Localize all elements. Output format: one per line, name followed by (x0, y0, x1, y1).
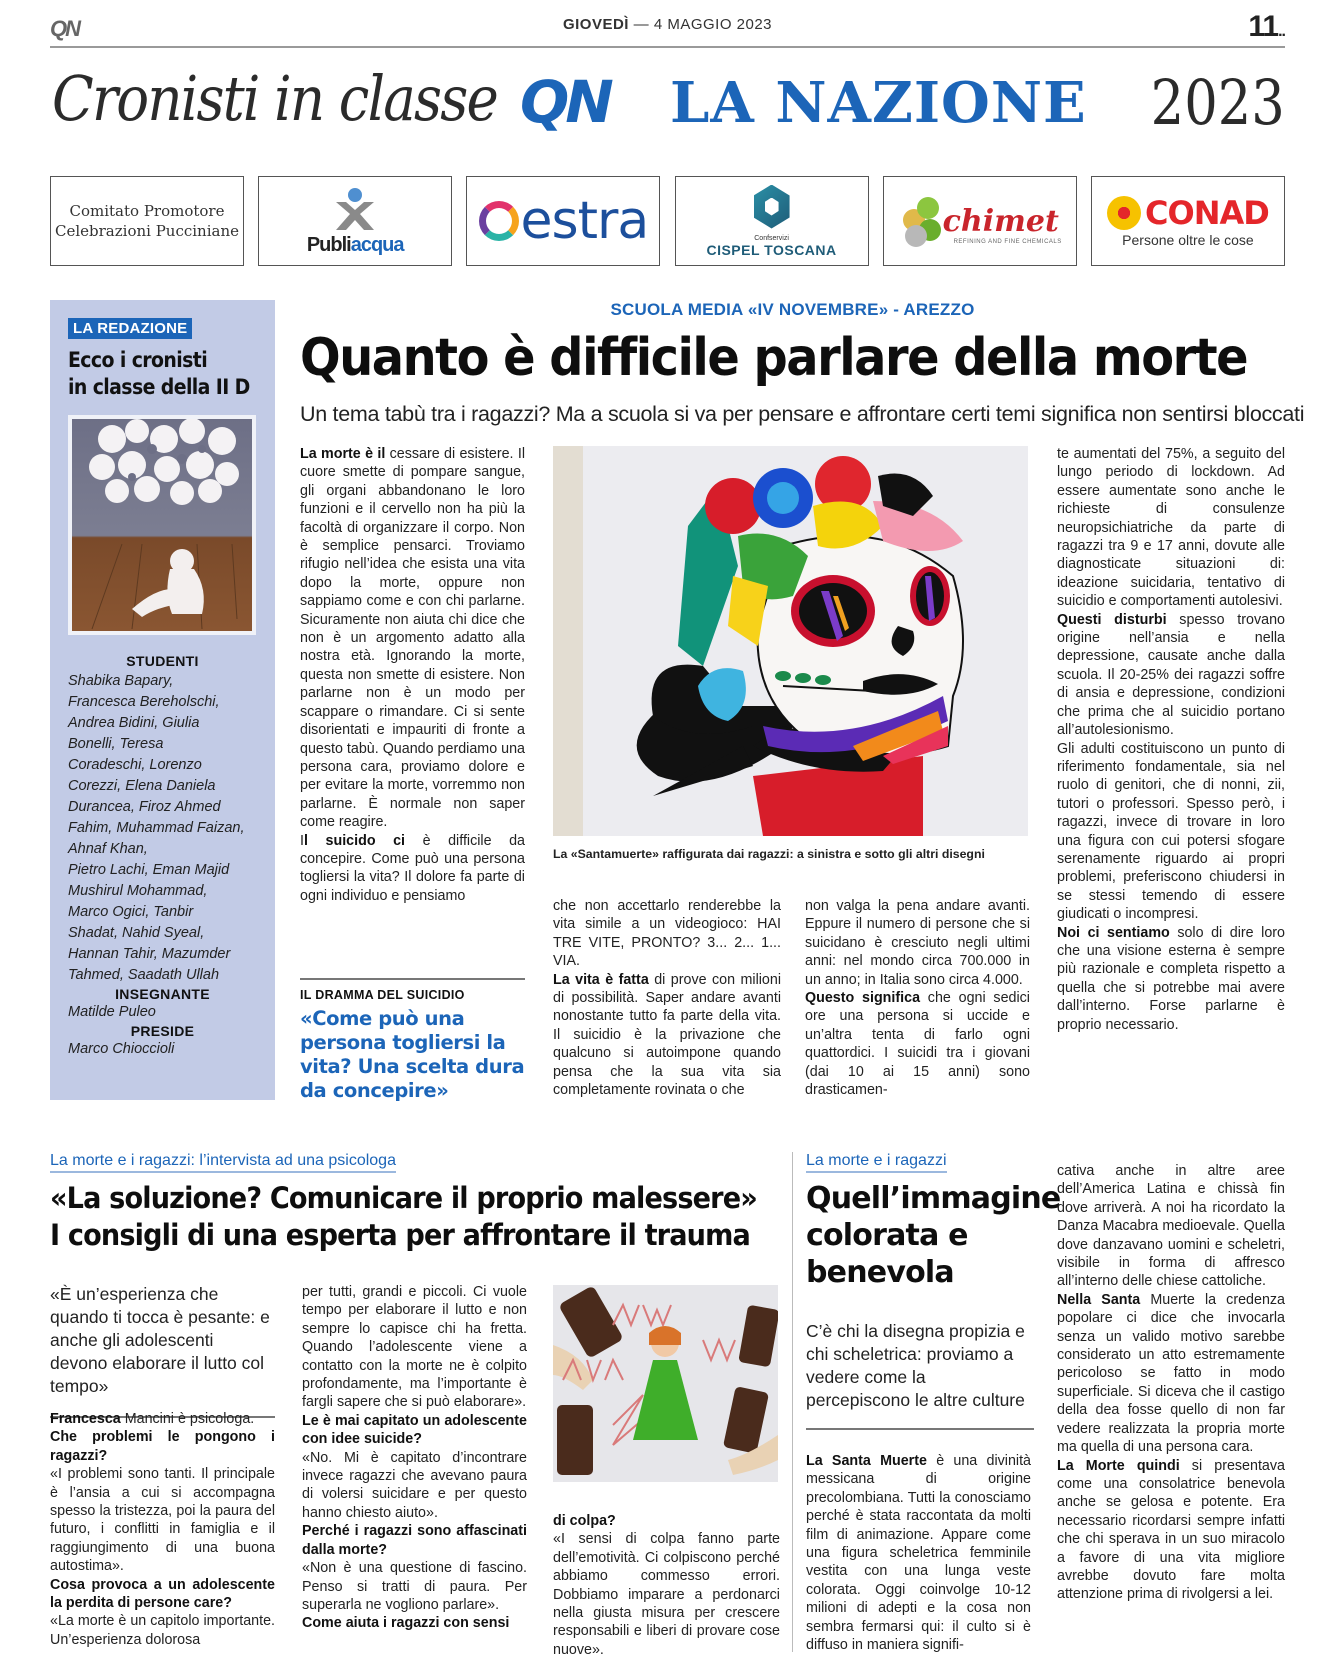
drawing-child-under-cloud (72, 419, 252, 631)
article-column-3b (805, 897, 1030, 1099)
question (50, 1576, 275, 1613)
article-column-1 (300, 445, 525, 905)
page-number-dots: .. (1278, 23, 1285, 40)
paragraph-text: Mancini è psicologa. (120, 1411, 255, 1427)
article-column-4 (1057, 445, 1285, 1034)
paragraph (805, 897, 1030, 989)
question (302, 1522, 527, 1559)
paragraph-text: non valga la pena andare avanti. Eppure il numero di persone che si suicidano è cresciuto negli ultimi anni: nel mondo circa 700.000 in un anno; in Italia sono circa 4.000. (805, 898, 1030, 988)
paragraph-text: si presentava come una consolatrice benevola anche se gelosa e potente. Era necessario ricordarsi sempre infatti che chi sperava in un suo miracolo a favore di una vita migliore avrebbe dovuto fare molta attenzione prima di rivolgersi a lei. (1057, 1457, 1285, 1603)
article-subhead: Un tema tabù tra i ragazzi? Ma a scuola si va per pensare e affrontare certi temi significa non sentirsi bloccati (300, 402, 1305, 426)
interview-column-b (302, 1283, 527, 1633)
article-kicker: SCUOLA MEDIA «IV NOVEMBRE» - AREZZO (610, 300, 975, 319)
paragraph-lead: La Santa Muerte (806, 1453, 927, 1469)
student-line: Tahmed, Saadath Ullah (68, 967, 220, 983)
chimet-wordmark: chimet (942, 203, 1059, 239)
student-line: Hannan Tahir, Mazumder (68, 946, 231, 962)
interview-headline (50, 1180, 757, 1254)
publiacqua-logo-icon (332, 186, 378, 234)
paragraph-lead-prefix: I (300, 832, 304, 849)
paragraph (1057, 1457, 1285, 1604)
sponsor-comitato-puccini (50, 176, 244, 266)
student-line: Pietro Lachi, Eman Majid (68, 862, 230, 878)
article-column-3a (553, 897, 781, 1099)
interview-headline-line1: «La soluzione? Comunicare il proprio malessere» (50, 1181, 757, 1215)
interview-column-c (553, 1512, 780, 1657)
cispel-small-text: Confservizi (754, 234, 789, 242)
masthead-year: 2023 (1150, 66, 1285, 139)
student-line: Mushirul Mohammad, (68, 883, 208, 899)
publiacqua-part1: Publi (306, 233, 351, 256)
day-label: GIOVEDÌ (562, 16, 629, 33)
estra-wordmark (479, 191, 649, 251)
paragraph-text: che non accettarlo renderebbe la vita simile a un videogioco: HAI TRE VITE, PRONTO? 3... 2... 1... VIA. (553, 898, 781, 970)
answer (302, 1283, 527, 1412)
conad-tagline: Persone oltre le cose (1122, 232, 1254, 248)
question-text: Che problemi le pongono i ragazzi? (50, 1429, 275, 1464)
student-line: Fahim, Muhammad Faizan, (68, 820, 245, 836)
answer (50, 1612, 275, 1649)
answer (302, 1559, 527, 1614)
estra-text: estra (520, 191, 649, 251)
paragraph-lead: Francesca (50, 1411, 121, 1427)
redazione-title-line1: Ecco i cronisti (68, 348, 208, 372)
student-line: Ahnaf Khan, (68, 841, 148, 857)
student-line: Coradeschi, Lorenzo (68, 757, 202, 773)
paragraph-text: solo di dire loro che una visione esterna è sempre più razionale e completa rispetto a quella che si potrebbe mai avere dall’interno. Forse parlarne è proprio necessario. (1057, 924, 1285, 1033)
sidebar-drawing (68, 415, 256, 635)
sponsor-conad (1091, 176, 1285, 266)
answer-text: «La morte è un capitolo importante. Un’esperienza dolorosa (50, 1613, 275, 1648)
sponsor-comitato-line2: Celebrazioni Pucciniane (55, 222, 239, 240)
sponsor-strip (50, 176, 1285, 266)
interview-headline-line2: I consigli di una esperta per affrontare il trauma (50, 1218, 751, 1252)
interview-column-a (50, 1410, 275, 1649)
answer (302, 1449, 527, 1523)
studenti-heading: STUDENTI (126, 653, 199, 669)
chimet-tagline: REFINING AND FINE CHEMICALS (953, 239, 1062, 245)
redazione-title (68, 347, 257, 401)
santa-muerte-headline: Quell’immagine colorata e benevola (806, 1181, 1061, 1290)
santa-muerte-column-d (806, 1452, 1031, 1654)
paragraph-lead: La morte è il (300, 446, 386, 462)
publiacqua-part2: acqua (350, 233, 404, 256)
student-line: Shabika Bapary, (68, 673, 174, 689)
paragraph (300, 445, 525, 832)
paragraph-lead: l suicido ci (303, 832, 406, 849)
question (302, 1412, 527, 1449)
conad-logo (1107, 194, 1269, 232)
answer (553, 1530, 780, 1657)
santamuerte-illustration (553, 446, 1028, 836)
paragraph (553, 971, 781, 1100)
paragraph-lead: La Morte quindi (1057, 1457, 1180, 1474)
paragraph-text: che ogni sedici ore una persona si uccide e un’altra tenta di farlo ogni quattordici. I suicidi tra i giovani (dai 10 ai 15 anni) sono drasticamen- (805, 990, 1030, 1099)
student-line: Durancea, Firoz Ahmed (68, 799, 221, 815)
paragraph-text: è difficile da concepire. Come può una persona togliersi la vita? Il dolore fa parte di ogni individuo e pensiamo (300, 832, 526, 904)
redazione-tag: LA REDAZIONE (68, 318, 192, 339)
interview-pull-quote: «È un’esperienza che quando ti tocca è pesante: e anche gli adolescenti devono elaborare il lutto col tempo» (50, 1283, 275, 1418)
column-divider (792, 1152, 793, 1652)
student-line: Shadat, Nahid Syeal, (68, 925, 205, 941)
cispel-wordmark: CISPEL TOSCANA (706, 241, 837, 258)
chimet-leaf-icon (901, 195, 943, 247)
qn-brand-logo: QN (520, 68, 610, 136)
masthead (50, 62, 1285, 142)
student-line: Francesca Bereholschi, (68, 694, 220, 710)
question-text: Cosa provoca a un adolescente la perdita di persone care? (50, 1576, 275, 1612)
news-pressure-drawing (553, 1285, 778, 1482)
student-line: Marco Ogici, Tanbir (68, 904, 194, 920)
student-line: Andrea Bidini, Giulia (68, 715, 200, 731)
dateline (50, 16, 1285, 33)
paragraph (806, 1452, 1031, 1654)
paragraph (1057, 1162, 1285, 1291)
paragraph (1057, 924, 1285, 1034)
question-text: di colpa? (553, 1513, 616, 1529)
answer-text: «No. Mi è capitato d’incontrare invece ragazzi che avevano paura di volersi suicidare e per questo hanno chiesto aiuto». (302, 1449, 527, 1521)
santa-muerte-subhead: C’è chi la disegna propizia e chi scheletrica: proviamo a vedere come la percepiscono le altre culture (806, 1320, 1034, 1430)
paragraph (805, 989, 1030, 1099)
student-line: Corezzi, Elena Daniela (68, 778, 216, 794)
paragraph (300, 832, 525, 906)
answer-text: per tutti, grandi e piccoli. Ci vuole tempo per elaborare il lutto e non sempre lo capisce chi ha fretta. Quando l’adolescente viene a contatto con la morte ne è colpito profondamente, ma l’importante è fargli sapere che si può elaborare». (302, 1284, 527, 1411)
answer-text: «I sensi di colpa fanno parte dell’emotività. Ci colpiscono perché abbiamo commesso errori. Dobbiamo imparare a perdonarci nella giusta misura per crescere responsabili e liberi di provare cose nuove». (553, 1531, 780, 1657)
answer (50, 1465, 275, 1575)
conad-wordmark: CONAD (1145, 194, 1269, 232)
paragraph-text: è una divinità messicana di origine precolombiana. Tutti la conosciamo perché è stata raccontata da molti film di animazione. Appare come una figura scheletrica femminile vestita con una lunga veste colorata. Oggi coinvolge 10-12 milioni di adepti e la cosa non sembra fermarsi qui: il culto si è diffuso in maniera signifi- (806, 1453, 1031, 1654)
publiacqua-wordmark (307, 234, 404, 257)
date-separator: — (633, 16, 650, 33)
paragraph (1057, 445, 1285, 611)
paragraph-text: Muerte la credenza popolare ci dice che invocarla senza un valido motivo sarebbe considerato un atto estremamente pericoloso se fatto in modo superficiale. Si diceva che il castigo della dea fosse quello di non far vedere realizzata la propria morte ma quella di una persona cara. (1057, 1291, 1285, 1456)
paragraph (553, 897, 781, 971)
paragraph (1057, 740, 1285, 924)
paragraph-text: cessare di esistere. Il cuore smette di pompare sangue, gli organi abbandonano le loro funzioni e il cervello non ha più la facoltà di organizzare il corpo. Non è semplice pensarci. Troviamo rifugio nell’idea che esista una vita dopo la morte, oppure non sappiamo come e con chi parlarne. Sicuramente non aiuta chi dice che non è un argomento adatto alla nostra età. Ignorando la morte, questa non smette di esistere. Non parlarne non è un modo per scappare o rimandare. Ci si sente disorientati e impauriti di fronte a questo tabù. Quando perdiamo una persona cara, proviamo dolore e per evitare la morte, vorremmo non parlarne. È normale non saper come reagire. (300, 446, 525, 831)
student-line: Bonelli, Teresa (68, 736, 164, 752)
interview-section-link[interactable]: La morte e i ragazzi: l’intervista ad una psicologa (50, 1152, 396, 1173)
redazione-sidebar (50, 300, 275, 1100)
qn-logo: QN (50, 16, 79, 41)
date-label: 4 MAGGIO 2023 (653, 16, 773, 33)
question-text: Perché i ragazzi sono affascinati dalla morte? (302, 1523, 527, 1558)
paragraph-text: cativa anche in altre aree dell’America Latina e chissà fin dove arriverà. A noi ha ricordato la Danza Macabra medioevale. Quella dove danzavano uomini e scheletri, visibile in forma di affresco all’interno delle chiese cattoliche. (1057, 1163, 1285, 1290)
girl-surrounded-by-phones-illustration (553, 1285, 778, 1482)
paragraph (1057, 1291, 1285, 1457)
santamuerte-drawing (553, 446, 1028, 836)
sponsor-estra (466, 176, 660, 266)
question-text: Come aiuta i ragazzi con sensi (302, 1615, 510, 1632)
paragraph-text: Gli adulti costituiscono un punto di riferimento fondamentale, sia nel ruolo di genitori, che di nonni, zii, tutori o professori. Spesso però, i ragazzi, invece di trovare in loro una figura con cui potersi sfogare serenamente riguardo ai propri problemi, preferiscono chiudersi in se stessi temendo di essere giudicati o incompresi. (1057, 740, 1285, 923)
cispel-hexagon-icon (754, 185, 790, 229)
paragraph-lead: Questi disturbi (1057, 611, 1167, 628)
answer-text: «I problemi sono tanti. Il principale è l’ansia a cui si accompagna spesso la tristezza, poi la paura del futuro, i conflitti in famiglia e il raggiungimento di una buona autostima». (50, 1466, 275, 1575)
question (50, 1428, 275, 1465)
paragraph-lead: La vita è fatta (553, 971, 649, 988)
paragraph-text: spesso trovano origine nell’ansia e nella depressione, causate anche dalla scuola. Il 20-25% dei ragazzi soffre di ansia e depressione, condizioni che prima che al suicidio portano all’autolesionismo. (1057, 611, 1285, 739)
conad-flower-icon (1107, 196, 1141, 230)
sponsor-chimet (883, 176, 1077, 266)
santa-muerte-section-link[interactable]: La morte e i ragazzi (806, 1152, 947, 1173)
page-number (1248, 10, 1285, 44)
article-headline: Quanto è difficile parlare della morte (300, 328, 1248, 388)
sidebox-kicker: IL DRAMMA DEL SUICIDIO (300, 988, 465, 1002)
answer-text: «Non è una questione di fascino. Penso si tratti di paura. Per superarla ne vogliono parlare». (302, 1560, 527, 1613)
preside-heading: PRESIDE (130, 1023, 195, 1039)
studenti-list (68, 671, 257, 986)
page-number-value: 11 (1248, 10, 1279, 43)
newspaper-name: LA NAZIONE (670, 70, 1087, 136)
question-text: Le è mai capitato un adolescente con idee suicide? (302, 1412, 527, 1448)
suicide-drama-box (300, 978, 525, 1103)
sponsor-publiacqua (258, 176, 452, 266)
paragraph-lead: Noi ci sentiamo (1057, 924, 1170, 941)
redazione-title-line2: in classe della II D (68, 375, 250, 399)
page-header (50, 12, 1285, 48)
santa-muerte-column-e (1057, 1162, 1285, 1604)
sidebox-quote: «Come può una persona togliersi la vita? Una scelta dura da concepire» (300, 1007, 525, 1102)
paragraph (1057, 611, 1285, 740)
paragraph-lead: Questo significa (805, 990, 921, 1007)
sponsor-cispel-toscana (675, 176, 869, 266)
estra-ring-icon (479, 201, 519, 241)
paragraph-lead: Nella Santa (1057, 1291, 1141, 1308)
paragraph-text: te aumentati del 75%, a seguito del lungo periodo di lockdown. Ad essere aumentate sono anche le richieste di consulenze neuropsichiatriche da parte di ragazzi tra 9 e 17 anni, dovute alle diagnosticate situazioni di: ideazione suicidaria, tentativo di suicidio e comportamenti autolesivi. (1057, 446, 1285, 610)
insegnante-name: Matilde Puleo (68, 1004, 156, 1020)
sponsor-comitato-line1: Comitato Promotore (69, 202, 225, 220)
series-title: Cronisti in classe (52, 62, 498, 135)
paragraph-text: di prove con milioni di possibilità. Saper andare avanti nonostante tutto fa parte della vita. Il suicidio è la privazione che qualcuno si autoimpone quando pensa che la sua vita sia completamente rovinata o che (553, 971, 781, 1099)
paragraph (50, 1410, 275, 1428)
preside-name: Marco Chioccioli (68, 1041, 175, 1057)
insegnante-heading: INSEGNANTE (115, 986, 210, 1002)
question (302, 1614, 527, 1632)
photo-caption: La «Santamuerte» raffigurata dai ragazzi: a sinistra e sotto gli altri disegni (553, 847, 985, 861)
question (553, 1512, 780, 1530)
